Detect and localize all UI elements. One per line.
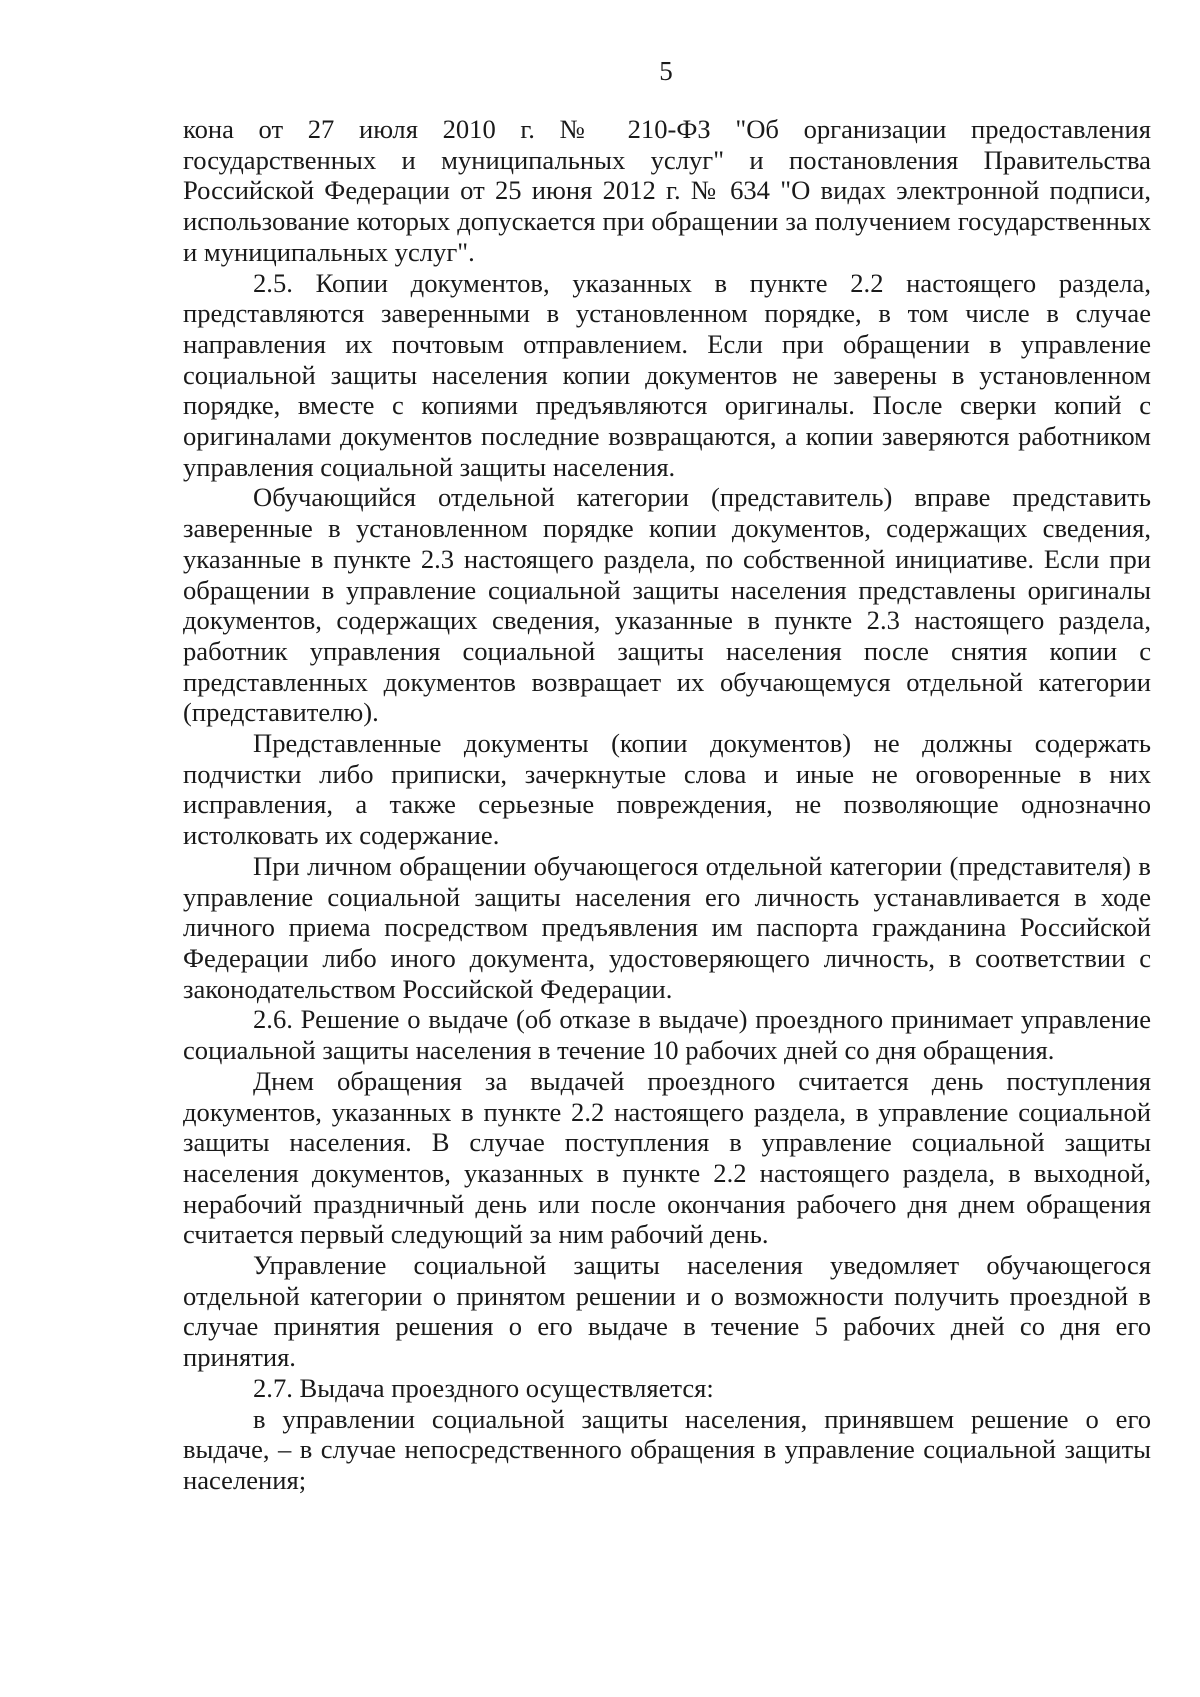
paragraph-notification: Управление социальной защиты населения уведомляет обучающегося отдельной категории о принятом решении и о возможности получить проездной в случае принятия решения о его выдаче в течение 5 рабочих дней со дня его принятия.	[183, 1250, 1151, 1373]
paragraph-application-day: Днем обращения за выдачей проездного считается день поступления документов, указанных в пункте 2.2 настоящего раздела, в управление социальной защиты населения. В случае поступления в управление социальной защиты населения документов, указанных в пункте 2.2 настоящего раздела, в выходной, нерабочий праздничный день или после окончания рабочего дня днем обращения считается первый следующий за ним рабочий день.	[183, 1065, 1151, 1250]
paragraph-personal-visit: При личном обращении обучающегося отдельной категории (представителя) в управление социальной защиты населения его личность устанавливается в ходе личного приема посредством предъявления им паспорта гражданина Российской Федерации либо иного документа, удостоверяющего личность, в соответствии с законодательством Российской Федерации.	[183, 850, 1151, 1004]
paragraph-document-requirements: Представленные документы (копии документов) не должны содержать подчистки либо приписки, зачеркнутые слова и иные не оговоренные в них исправления, а также серьезные повреждения, не позволяющие однозначно истолковать их содержание.	[183, 728, 1151, 851]
paragraph-issuance: в управлении социальной защиты населения, принявшем решение о его выдаче, – в случае непосредственного обращения в управление социальной защиты населения;	[183, 1403, 1151, 1495]
paragraph-2-6: 2.6. Решение о выдаче (об отказе в выдаче) проездного принимает управление социальной защиты населения в течение 10 рабочих дней со дня обращения.	[183, 1004, 1151, 1066]
paragraph-student-representative: Обучающийся отдельной категории (представитель) вправе представить заверенные в установленном порядке копии документов, содержащих сведения, указанные в пункте 2.3 настоящего раздела, по собственной инициативе. Если при обращении в управление социальной защиты населения представлены оригиналы документов, содержащих сведения, указанные в пункте 2.3 настоящего раздела, работник управления социальной защиты населения после снятия копии с представленных документов возвращает их обучающемуся отдельной категории (представителю).	[183, 482, 1151, 728]
paragraph-2-7: 2.7. Выдача проездного осуществляется:	[253, 1372, 714, 1403]
paragraph-continuation: кона от 27 июля 2010 г. № 210-ФЗ "Об организации предоставления государственных и муниципальных услуг" и постановления Правительства Российской Федерации от 25 июня 2012 г. № 634 "О видах электронной подписи, использование которых допускается при обращении за получением государственных и муниципальных услуг".	[183, 114, 1151, 267]
document-body	[183, 114, 1151, 1496]
paragraph-2-5: 2.5. Копии документов, указанных в пункте 2.2 настоящего раздела, представляются заверенными в установленном порядке, в том числе в случае направления их почтовым отправлением. Если при обращении в управление социальной защиты населения копии документов не заверены в установленном порядке, вместе с копиями предъявляются оригиналы. После сверки копий с оригиналами документов последние возвращаются, а копии заверяются работником управления социальной защиты населения.	[183, 267, 1151, 482]
page-number: 5	[659, 56, 673, 86]
